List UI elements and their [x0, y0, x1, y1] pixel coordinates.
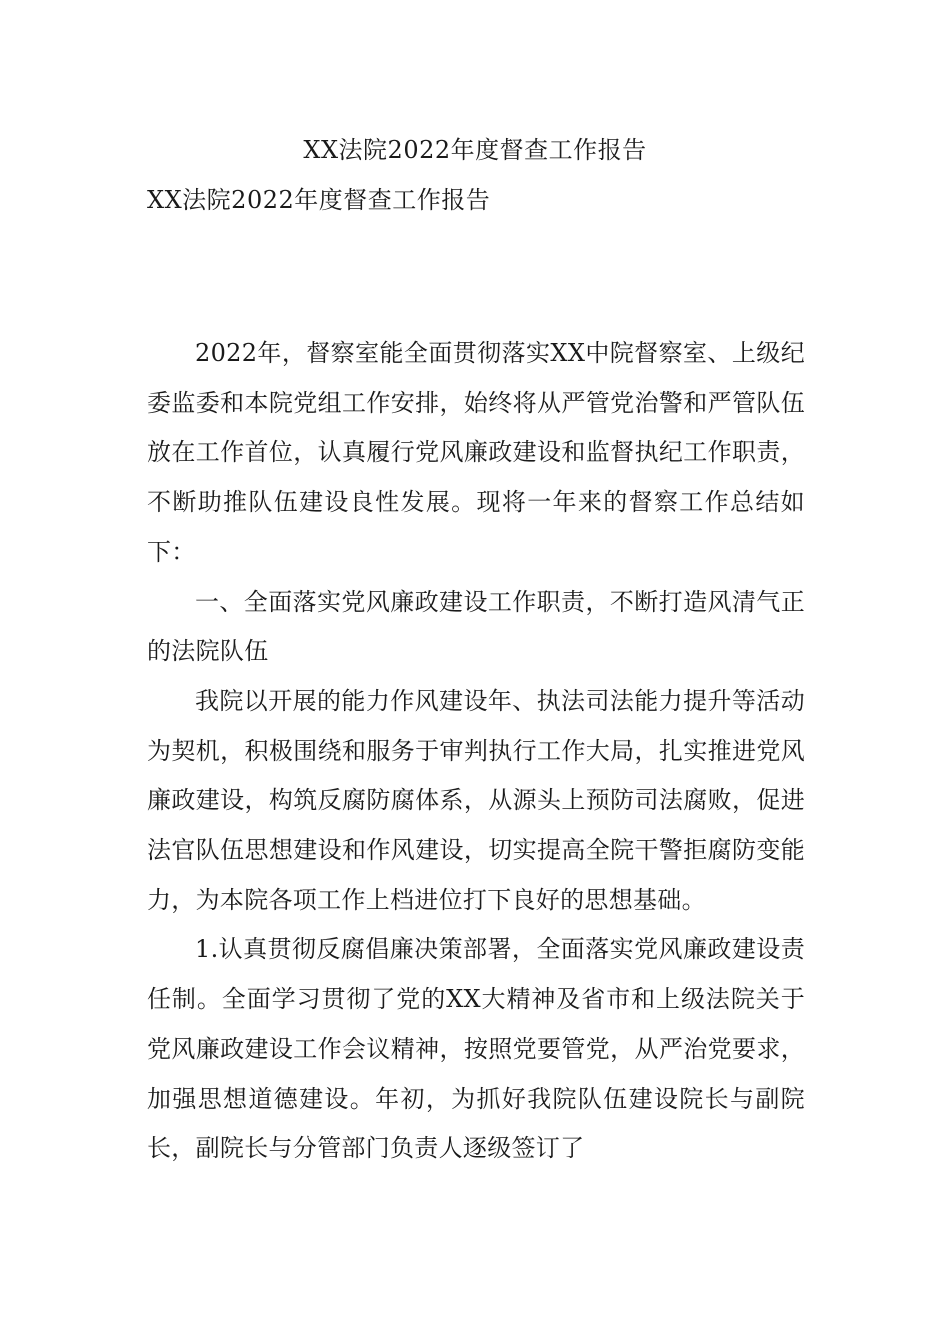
document-body — [147, 329, 805, 1174]
section-heading-1: 一、全面落实党风廉政建设工作职责，不断打造风清气正的法院队伍 — [147, 587, 805, 666]
document-title: XX法院2022年度督查工作报告 — [303, 136, 647, 164]
paragraph-section-1: 我院以开展的能力作风建设年、执法司法能力提升等活动为契机，积极围绕和服务于审判执行工作大局，扎实推进党风廉政建设，构筑反腐防腐体系，从源头上预防司法腐败，促进法官队伍思想建设和作风建设，切实提高全院干警拒腐防变能力，为本院各项工作上档进位打下良好的思想基础。 — [147, 686, 805, 914]
paragraph-intro: 2022年，督察室能全面贯彻落实XX中院督察室、上级纪委监委和本院党组工作安排，始终将从严管党治警和严管队伍放在工作首位，认真履行党风廉政建设和监督执纪工作职责，不断助推队伍建设良性发展。现将一年来的督察工作总结如下： — [147, 339, 805, 566]
document-subtitle: XX法院2022年度督查工作报告 — [147, 186, 491, 214]
paragraph-item-1: 1.认真贯彻反腐倡廉决策部署，全面落实党风廉政建设责任制。全面学习贯彻了党的XX大精神及省市和上级法院关于党风廉政建设工作会议精神，按照党要管党，从严治党要求，加强思想道德建设。年初，为抓好我院队伍建设院长与副院长，副院长与分管部门负责人逐级签订了 — [147, 935, 805, 1163]
